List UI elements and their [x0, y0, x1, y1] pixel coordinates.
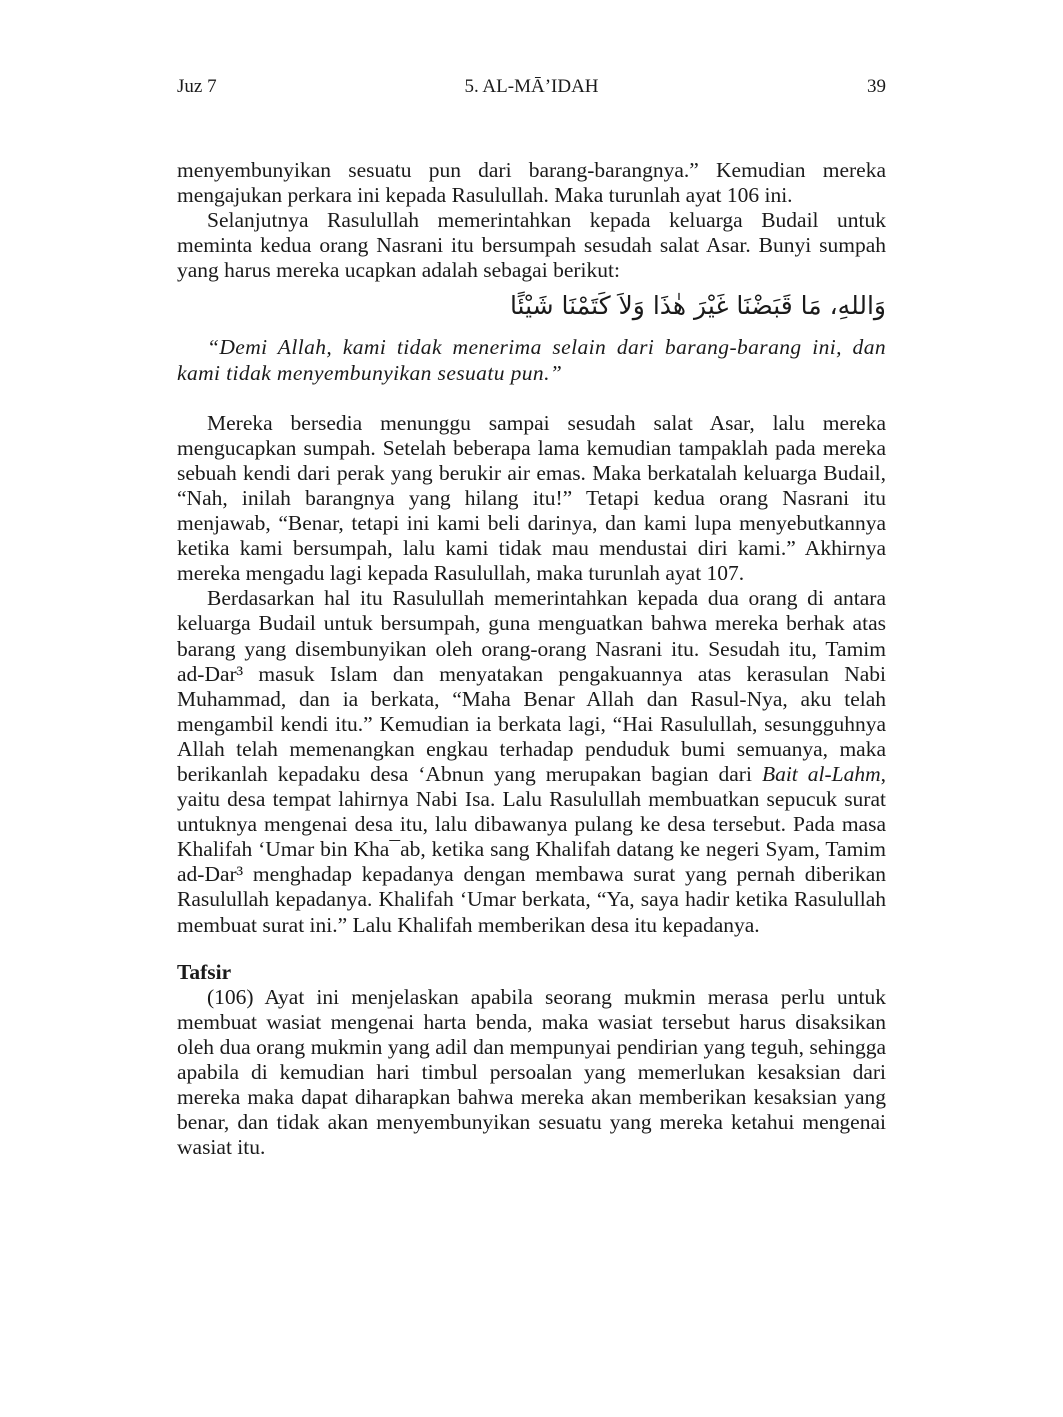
oath-translation: “Demi Allah, kami tidak menerima selain dari barang-barang ini, dan kami tidak menyembunyikan sesuatu pun.” — [177, 335, 886, 385]
running-header — [177, 76, 886, 102]
paragraph-swearing: Mereka bersedia menunggu sampai sesudah salat Asar, lalu mereka mengucapkan sumpah. Setelah beberapa lama kemudian tampaklah pada mereka sebuah kendi dari perak yang berukir air emas. Maka berkatalah keluarga Budail, “Nah, inilah barangnya yang hilang itu!” Tetapi kedua orang Nasrani itu menjawab, “Benar, tetapi ini kami beli darinya, dan kami lupa menyebutkannya ketika kami bersumpah, lalu kami tidak mau mendustai diri kami.” Akhirnya mereka mengadu lagi kepada Rasulullah, maka turunlah ayat 107. — [177, 410, 886, 586]
tafsir-heading: Tafsir — [177, 959, 232, 984]
paragraph-tamim-part1: Berdasarkan hal itu Rasulullah memerintahkan kepada dua orang di antara keluarga Budail untuk bersumpah, guna menguatkan bahwa mereka berhak atas barang yang disembunyikan oleh orang-orang Nasrani itu. Sesudah itu, Tamim ad-Dar³ masuk Islam dan menyatakan pengakuannya atas kerasulan Nabi Muhammad, dan ia berkata, “Maha Benar Allah dan Rasul-Nya, aku telah mengambil kendi itu.” Kemudian ia berkata lagi, “Hai Rasulullah, sesungguhnya Allah telah memenangkan engkau terhadap penduduk bumi semuanya, maka berikanlah kepadaku desa ‘Abnun yang merupakan bagian dari — [177, 586, 886, 786]
juz-label: Juz 7 — [177, 76, 217, 97]
paragraph-oath-intro: Selanjutnya Rasulullah memerintahkan kepada keluarga Budail untuk meminta kedua orang Nasrani itu bersumpah sesudah salat Asar. Bunyi sumpah yang harus mereka ucapkan adalah sebagai berikut: — [177, 208, 886, 283]
paragraph-tafsir-106: (106) Ayat ini menjelaskan apabila seorang mukmin merasa perlu untuk membuat wasiat mengenai harta benda, maka wasiat tersebut harus disaksikan oleh dua orang mukmin yang adil dan mempunyai pendirian yang teguh, sehingga apabila di kemudian hari timbul persoalan yang memerlukan kesaksian dari mereka maka dapat diharapkan bahwa mereka akan memberikan kesaksian yang benar, dan tidak akan menyembunyikan sesuatu yang mereka ketahui mengenai wasiat itu. — [177, 984, 886, 1160]
paragraph-continuation: menyembunyikan sesuatu pun dari barang-barangnya.” Kemudian mereka mengajukan perkara ini kepada Rasulullah. Maka turunlah ayat 106 ini. — [177, 158, 886, 208]
arabic-oath-text: وَاللهِ، مَا قَبَضْنَا غَيْرَ هٰذَا وَلاَ كَتَمْنَا شَيْئًا — [509, 291, 886, 321]
surah-title: 5. AL-MĀ’IDAH — [464, 76, 599, 97]
paragraph-tamim-part2: , yaitu desa tempat lahirnya Nabi Isa. Lalu Rasulullah membuatkan sepucuk surat untuknya mengenai desa itu, lalu dibawanya pulang ke desa tersebut. Pada masa Khalifah ‘Umar bin Kha¯ab, ketika sang Khalifah datang ke negeri Syam, Tamim ad-Dar³ menghadap kepadanya dengan membawa surat yang pernah diberikan Rasulullah kepadanya. Khalifah ‘Umar berkata, “Ya, saya hadir ketika Rasulullah membuat surat ini.” Lalu Khalifah memberikan desa itu kepadanya. — [177, 761, 886, 937]
bait-al-lahm-term: Bait al-Lahm — [761, 761, 881, 786]
paragraph-tamim — [177, 586, 886, 937]
page-body — [177, 158, 886, 1160]
page-number: 39 — [867, 76, 886, 97]
